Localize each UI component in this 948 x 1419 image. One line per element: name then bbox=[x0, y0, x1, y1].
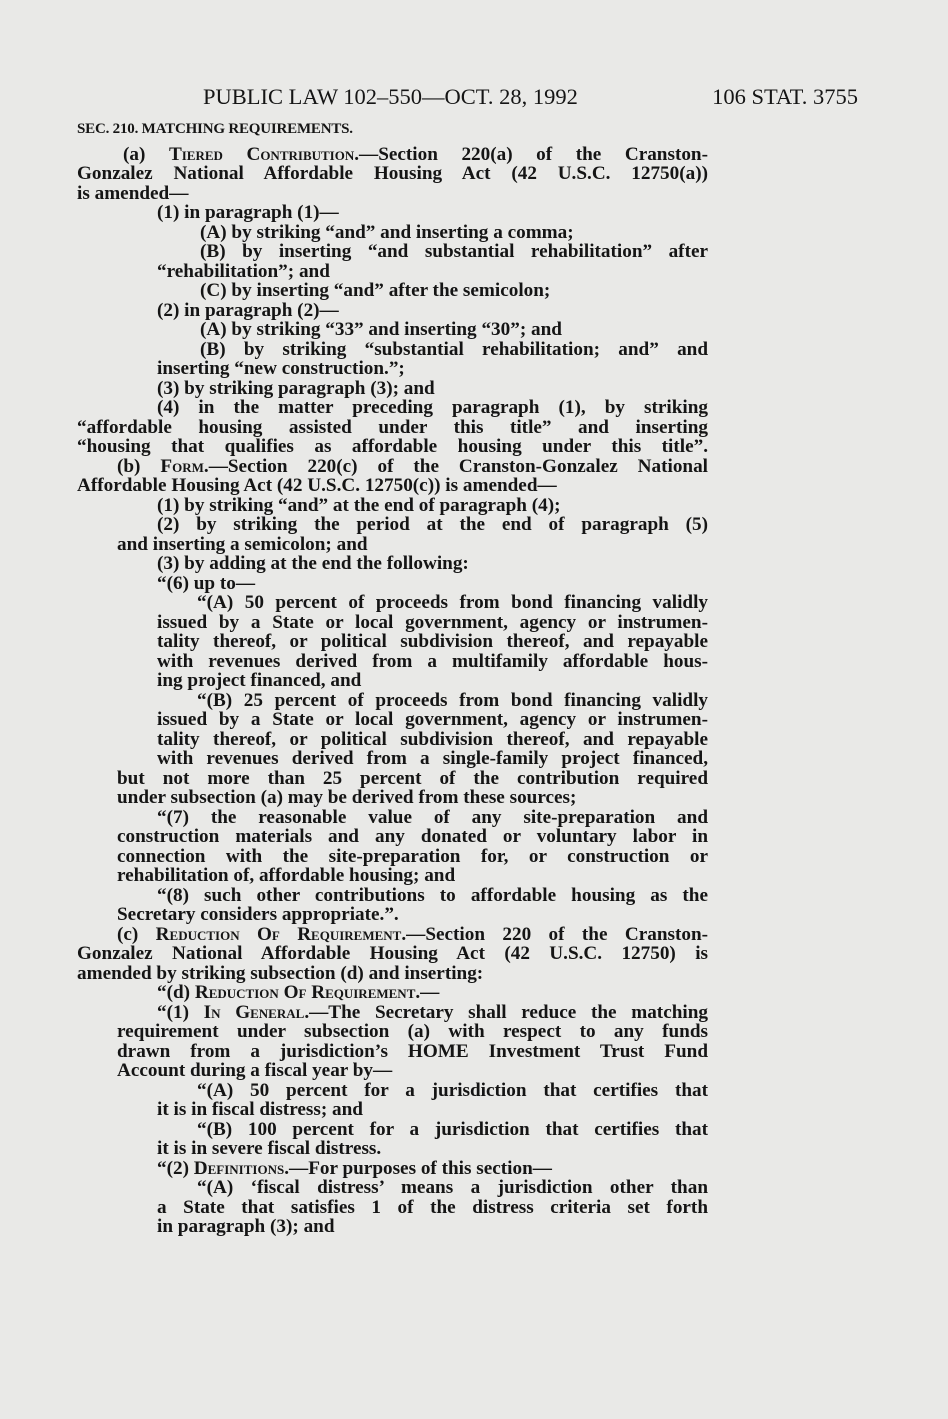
text-line: “(B) 25 percent of proceeds from bond financing validly bbox=[197, 689, 708, 711]
text-line: “(7) the reasonable value of any site-preparation and bbox=[157, 806, 708, 828]
text-line: under subsection (a) may be derived from these sources; bbox=[117, 787, 577, 808]
text-line: Affordable Housing Act (42 U.S.C. 12750(c)) is amended— bbox=[77, 475, 557, 496]
text-line: in paragraph (3); and bbox=[157, 1216, 335, 1237]
text-line: it is in severe fiscal distress. bbox=[157, 1138, 382, 1159]
text-line: it is in fiscal distress; and bbox=[157, 1099, 363, 1120]
text-line: “(d) Reduction Of Requirement.— bbox=[157, 982, 440, 1003]
text-lines bbox=[77, 145, 708, 1237]
text-line: (1) in paragraph (1)— bbox=[157, 202, 339, 223]
text-line: “(2) Definitions.—For purposes of this section— bbox=[157, 1157, 552, 1179]
text-line: (b) Form.—Section 220(c) of the Cranston-Gonzalez National bbox=[117, 455, 709, 477]
text-line: with revenues derived from a multifamily affordable hous- bbox=[157, 650, 708, 672]
text-line: with revenues derived from a single-family project financed, bbox=[157, 748, 708, 769]
text-line: Secretary considers appropriate.”. bbox=[117, 904, 399, 925]
text-line: ing project financed, and bbox=[157, 670, 362, 691]
text-line: (B) by inserting “and substantial rehabilitation” after bbox=[200, 241, 708, 262]
text-line: (2) in paragraph (2)— bbox=[157, 299, 339, 321]
text-line: issued by a State or local government, agency or instrumen- bbox=[157, 709, 708, 730]
text-line: “affordable housing assisted under this title” and inserting bbox=[77, 416, 708, 438]
text-line: Gonzalez National Affordable Housing Act (42 U.S.C. 12750) is bbox=[77, 943, 708, 964]
text-line: (B) by striking “substantial rehabilitation; and” and bbox=[200, 338, 708, 360]
text-line: inserting “new construction.”; bbox=[157, 358, 405, 379]
text-line: “(1) In General.—The Secretary shall reduce the matching bbox=[157, 1001, 708, 1023]
section-heading: SEC. 210. MATCHING REQUIREMENTS. bbox=[77, 121, 353, 137]
text-line: and inserting a semicolon; and bbox=[117, 533, 368, 555]
text-line: “(8) such other contributions to affordable housing as the bbox=[157, 884, 708, 906]
text-line: “(A) ‘fiscal distress’ means a jurisdiction other than bbox=[197, 1177, 708, 1198]
text-line: “(A) 50 percent for a jurisdiction that certifies that bbox=[197, 1079, 708, 1101]
text-line: (3) by striking paragraph (3); and bbox=[157, 377, 435, 399]
text-line: a State that satisfies 1 of the distress criteria set forth bbox=[157, 1196, 708, 1218]
text-line: (1) by striking “and” at the end of paragraph (4); bbox=[157, 494, 561, 516]
text-line: (2) by striking the period at the end of paragraph (5) bbox=[157, 514, 708, 535]
text-line: but not more than 25 percent of the contribution required bbox=[117, 767, 708, 789]
text-line: drawn from a jurisdiction’s HOME Investment Trust Fund bbox=[117, 1040, 708, 1062]
text-line: “housing that qualifies as affordable housing under this title”. bbox=[77, 436, 708, 457]
text-line: Account during a fiscal year by— bbox=[117, 1060, 393, 1081]
text-line: is amended— bbox=[77, 182, 189, 204]
text-line: construction materials and any donated or voluntary labor in bbox=[117, 826, 708, 847]
text-line: tality thereof, or political subdivision thereof, and repayable bbox=[157, 728, 708, 750]
text-line: (4) in the matter preceding paragraph (1), by striking bbox=[157, 397, 708, 418]
page-header bbox=[0, 84, 948, 114]
document-body bbox=[77, 120, 708, 1237]
text-line: (A) by striking “33” and inserting “30”; and bbox=[200, 319, 562, 340]
running-title: PUBLIC LAW 102–550—OCT. 28, 1992 bbox=[203, 84, 578, 109]
text-line: amended by striking subsection (d) and inserting: bbox=[77, 962, 484, 984]
text-line: (a) Tiered Contribution.—Section 220(a) of the Cranston- bbox=[123, 143, 708, 165]
text-line: “(B) 100 percent for a jurisdiction that certifies that bbox=[197, 1118, 708, 1140]
text-line: “(6) up to— bbox=[157, 572, 256, 594]
text-line: (c) Reduction Of Requirement.—Section 220 of the Cranston- bbox=[117, 923, 709, 945]
text-line: rehabilitation of, affordable housing; and bbox=[117, 865, 456, 886]
text-line: “(A) 50 percent of proceeds from bond financing validly bbox=[197, 592, 708, 613]
text-line: tality thereof, or political subdivision thereof, and repayable bbox=[157, 631, 708, 652]
text-line: connection with the site-preparation for, or construction or bbox=[117, 845, 708, 867]
text-line: (3) by adding at the end the following: bbox=[157, 553, 469, 574]
text-line: “rehabilitation”; and bbox=[157, 260, 330, 282]
text-line: (C) by inserting “and” after the semicolon; bbox=[200, 280, 551, 301]
statute-page-number: 106 STAT. 3755 bbox=[712, 84, 858, 109]
text-line: Gonzalez National Affordable Housing Act (42 U.S.C. 12750(a)) bbox=[77, 163, 708, 184]
text-line: issued by a State or local government, agency or instrumen- bbox=[157, 611, 708, 633]
text-line: (A) by striking “and” and inserting a comma; bbox=[200, 221, 574, 243]
text-line: requirement under subsection (a) with respect to any funds bbox=[117, 1021, 708, 1042]
